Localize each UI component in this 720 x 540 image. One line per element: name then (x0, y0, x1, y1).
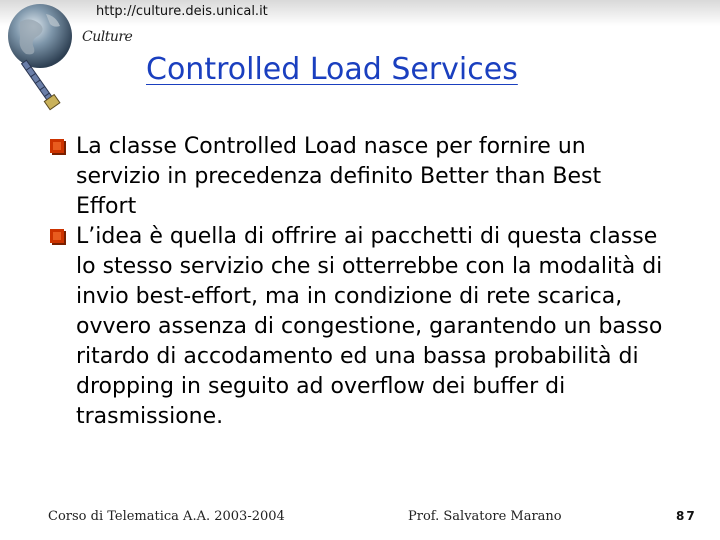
logo-text: Culture (82, 29, 133, 45)
page-number: 87 (676, 509, 697, 523)
culture-logo (2, 0, 142, 120)
globe-satellite-logo-icon (2, 0, 142, 120)
footer-course: Corso di Telematica A.A. 2003-2004 (48, 509, 285, 524)
bullet-item (48, 222, 668, 432)
square-bullet-icon (50, 139, 64, 153)
footer-author: Prof. Salvatore Marano (408, 509, 562, 524)
bullet-text: La classe Controlled Load nasce per fornire un servizio in precedenza definito Better than Best Effort (76, 134, 602, 219)
bullet-list (48, 132, 668, 432)
square-bullet-icon (50, 229, 64, 243)
header-url: http://culture.deis.unical.it (96, 4, 268, 19)
bullet-text: L’idea è quella di offrire ai pacchetti di questa classe lo stesso servizio che si otterrebbe con la modalità di invio best-effort, ma in condizione di rete scarica, ovvero assenza di congestione, garantendo un basso ritardo di accodamento ed una bassa probabilità di dropping in seguito ad overflow dei buffer di trasmissione. (76, 224, 663, 429)
bullet-item (48, 132, 668, 222)
slide-title: Controlled Load Services (146, 52, 518, 87)
